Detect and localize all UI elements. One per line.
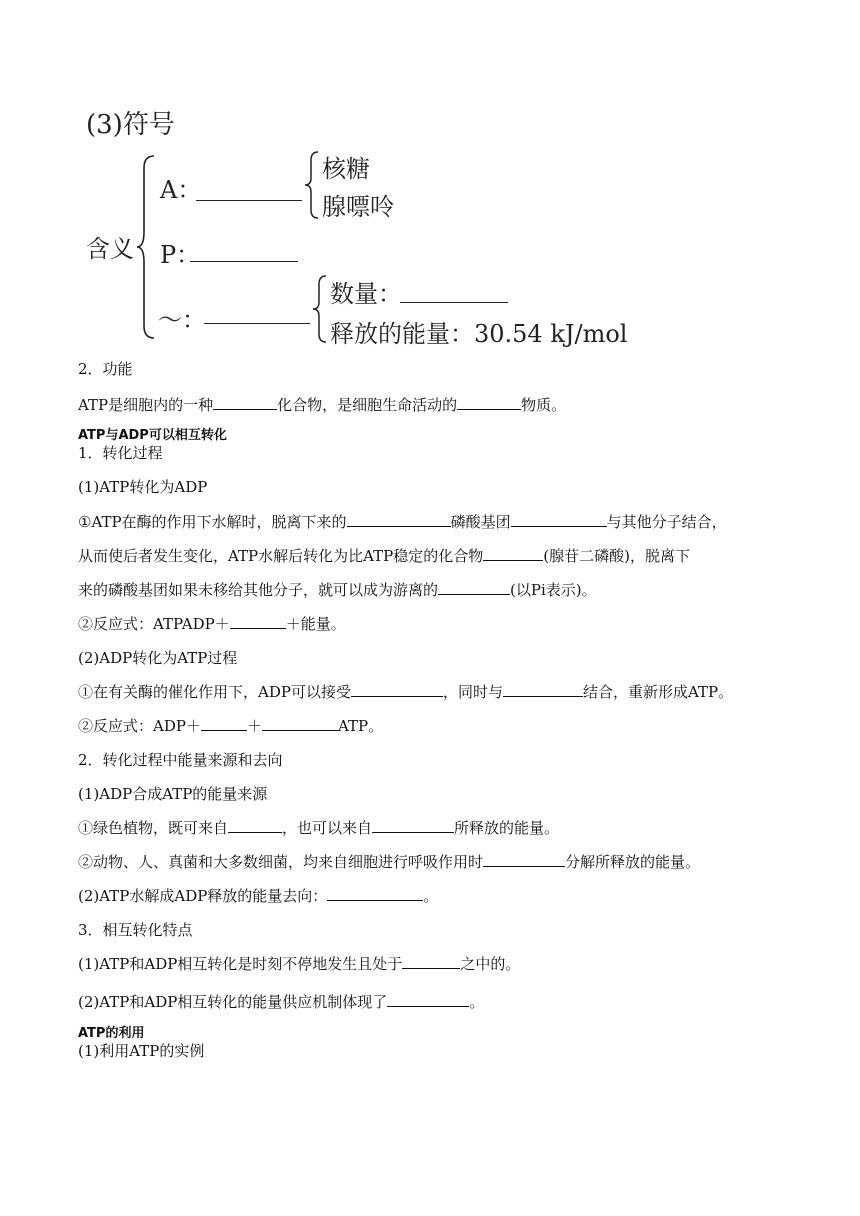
blank	[347, 512, 451, 527]
text: ②反应式：ATPADP＋	[78, 615, 230, 633]
convert-s1b: (2)ADP转化为ATP过程	[78, 649, 238, 667]
text: ①在有关酶的催化作用下，ADP可以接受	[78, 683, 351, 701]
convert-heading: ATP与ADP可以相互转化	[78, 428, 227, 443]
convert-s2: 2．转化过程中能量来源和去向	[78, 751, 283, 769]
text: 之中的。	[460, 955, 521, 973]
text: ①绿色植物，既可来自	[78, 819, 229, 837]
tilde-item-energy: 释放的能量：30.54 kJ/mol	[330, 320, 628, 348]
tilde-item-count: 数量：	[330, 280, 402, 308]
text: (腺苷二磷酸)，脱离下	[543, 547, 690, 565]
text: ATP是细胞内的一种	[78, 396, 214, 414]
blank	[230, 614, 286, 629]
convert-s1a: (1)ATP转化为ADP	[78, 478, 208, 496]
blank	[201, 716, 247, 731]
text: 。	[469, 993, 485, 1011]
tilde-label: ～：	[158, 306, 206, 334]
blank	[351, 682, 443, 697]
convert-line-7	[78, 818, 559, 838]
text: ②动物、人、真菌和大多数细菌，均来自细胞进行呼吸作用时	[78, 853, 484, 871]
use-s1: (1)利用ATP的实例	[78, 1042, 205, 1060]
blank	[457, 395, 521, 410]
tilde-blank	[204, 323, 310, 324]
text: ②反应式：ADP＋	[78, 717, 201, 735]
text: 结合，重新形成ATP。	[582, 683, 734, 701]
text: (1)ATP和ADP相互转化是时刻不停地发生且处于	[78, 955, 403, 973]
text: 分解所释放的能量。	[565, 853, 701, 871]
blank	[387, 992, 469, 1007]
text: 物质。	[521, 396, 567, 414]
a-blank	[196, 200, 302, 201]
blank	[228, 818, 282, 833]
convert-line-10	[78, 954, 520, 974]
text: 所释放的能量。	[454, 819, 560, 837]
text: ＋能量。	[285, 615, 346, 633]
blank	[213, 395, 277, 410]
blank	[511, 512, 607, 527]
convert-s2a: (1)ADP合成ATP的能量来源	[78, 785, 268, 803]
convert-line-1	[78, 512, 727, 532]
a-item-adenine: 腺嘌呤	[322, 193, 394, 221]
convert-line-2	[78, 546, 690, 566]
text: 。	[423, 887, 439, 905]
use-heading: ATP的利用	[78, 1026, 145, 1041]
blank	[483, 852, 565, 867]
convert-line-9	[78, 886, 438, 906]
function-line	[78, 395, 566, 415]
text: 从而使后者发生变化，ATP水解后转化为比ATP稳定的化合物	[78, 547, 484, 565]
text: ，也可以来自	[282, 819, 373, 837]
text: (2)ATP和ADP相互转化的能量供应机制体现了	[78, 993, 388, 1011]
main-brace	[136, 154, 158, 340]
meaning-label: 含义	[86, 235, 134, 263]
a-brace	[302, 150, 322, 220]
convert-line-3	[78, 580, 597, 600]
text: 磷酸基团	[450, 513, 511, 531]
text: 化合物，是细胞生命活动的	[277, 396, 458, 414]
blank	[372, 818, 454, 833]
function-title: 2．功能	[78, 360, 133, 378]
convert-line-4	[78, 614, 346, 634]
a-label: A：	[160, 176, 202, 204]
text: ，同时与	[442, 683, 503, 701]
convert-s1: 1．转化过程	[78, 444, 163, 462]
tilde-brace	[310, 274, 330, 344]
text: (以Pi表示)。	[510, 581, 597, 599]
blank	[503, 682, 583, 697]
blank	[438, 580, 510, 595]
convert-line-6	[78, 716, 383, 736]
convert-line-8	[78, 852, 700, 872]
p-blank	[190, 261, 298, 262]
convert-line-5	[78, 682, 733, 702]
count-blank	[400, 302, 508, 303]
blank	[327, 886, 423, 901]
blank	[483, 546, 543, 561]
figure-heading: (3)符号	[86, 110, 175, 140]
text: ①ATP在酶的作用下水解时，脱离下来的	[78, 513, 347, 531]
text: (2)ATP水解成ADP释放的能量去向：	[78, 887, 328, 905]
text: 来的磷酸基团如果未移给其他分子，就可以成为游离的	[78, 581, 439, 599]
text: 与其他分子结合，	[606, 513, 727, 531]
text: ＋	[246, 717, 262, 735]
text: ATP。	[337, 717, 384, 735]
blank	[402, 954, 460, 969]
convert-s3: 3．相互转化特点	[78, 921, 193, 939]
a-item-ribose: 核糖	[322, 155, 370, 183]
blank	[262, 716, 338, 731]
p-label: P：	[160, 241, 201, 269]
convert-line-11	[78, 992, 484, 1012]
